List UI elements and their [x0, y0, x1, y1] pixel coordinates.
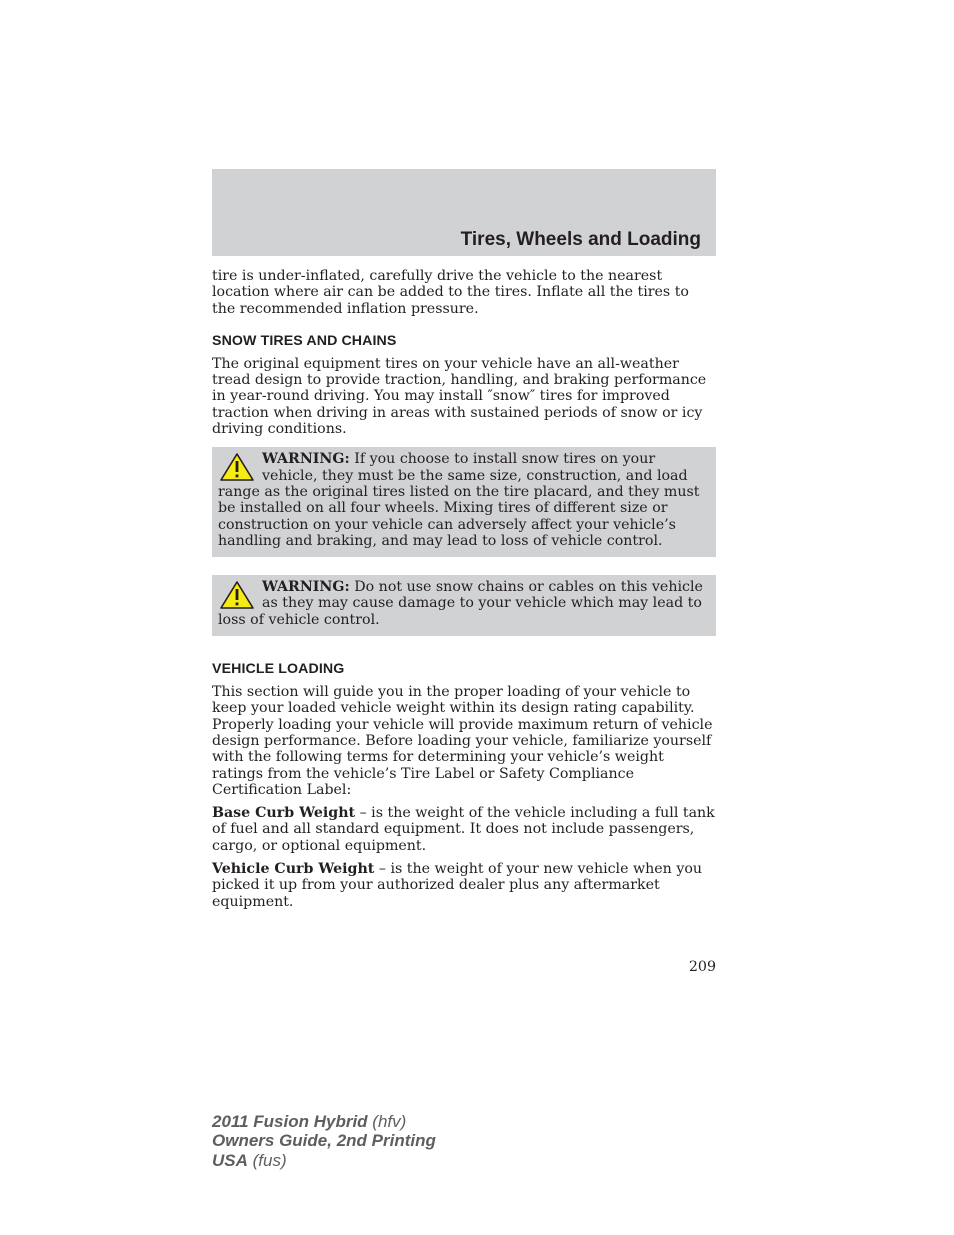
warning-text	[218, 579, 706, 628]
footer-model: 2011 Fusion Hybrid	[212, 1112, 368, 1131]
footer-line-2	[212, 1131, 436, 1150]
term-definition: – is the weight of your new vehicle when you picked it up from your authorized dealer plus any aftermarket equipment.	[212, 861, 703, 910]
warning-label: WARNING:	[262, 579, 350, 596]
term-label: Base Curb Weight	[212, 805, 356, 822]
footer-line-3	[212, 1151, 436, 1170]
footer-region: USA	[212, 1150, 248, 1170]
main-content	[212, 268, 716, 910]
page-number: 209	[688, 959, 716, 975]
footer-model-code: (hfv)	[367, 1112, 407, 1131]
definition-vehicle-curb-weight	[212, 861, 716, 910]
warning-box-snow-chains	[212, 575, 716, 636]
footer-region-code: (fus)	[247, 1150, 287, 1170]
warning-body: If you choose to install snow tires on your vehicle, they must be the same size, construction, and load range as the original tires listed on the tire placard, and they must be installed on all four wheels. Mixing tires of different size or construction on your vehicle can adversely affect your vehicle’s handling and braking, and may lead to loss of vehicle control.	[218, 451, 700, 549]
snow-tires-heading: SNOW TIRES AND CHAINS	[212, 332, 397, 349]
footer	[212, 1112, 436, 1170]
warning-text	[218, 451, 706, 549]
footer-line-1	[212, 1112, 436, 1131]
warning-triangle-icon	[219, 580, 255, 610]
warning-body: Do not use snow chains or cables on this vehicle as they may cause damage to your vehicle which may lead to loss of vehicle control.	[218, 579, 703, 628]
definition-base-curb-weight	[212, 805, 716, 854]
footer-guide: Owners Guide, 2nd Printing	[212, 1131, 436, 1151]
header-band	[212, 169, 716, 256]
term-label: Vehicle Curb Weight	[212, 861, 375, 878]
term-definition: – is the weight of the vehicle including a full tank of fuel and all standard equipment. It does not include passengers, cargo, or optional equipment.	[212, 805, 715, 854]
page-title: Tires, Wheels and Loading	[460, 229, 701, 250]
warning-triangle-icon	[219, 452, 255, 482]
warning-label: WARNING:	[262, 451, 350, 468]
vehicle-loading-paragraph: This section will guide you in the proper loading of your vehicle to keep your loaded vehicle weight within its design rating capability. Properly loading your vehicle will provide maximum return of vehicle design performance. Before loading your vehicle, familiarize yourself with the following terms for determining your vehicle’s weight ratings from the vehicle’s Tire Label or Safety Compliance Certification Label:	[212, 684, 713, 798]
snow-tires-paragraph: The original equipment tires on your vehicle have an all-weather tread design to provide traction, handling, and braking performance in year-round driving. You may install ″snow″ tires for improved traction when driving in areas with sustained periods of snow or icy driving conditions.	[212, 355, 707, 438]
warning-box-snow-tires	[212, 447, 716, 557]
vehicle-loading-heading: VEHICLE LOADING	[212, 661, 345, 678]
intro-paragraph: tire is under-inflated, carefully drive the vehicle to the nearest location where air can be added to the tires. Inflate all the tires to the recommended inflation pressure.	[212, 268, 689, 317]
